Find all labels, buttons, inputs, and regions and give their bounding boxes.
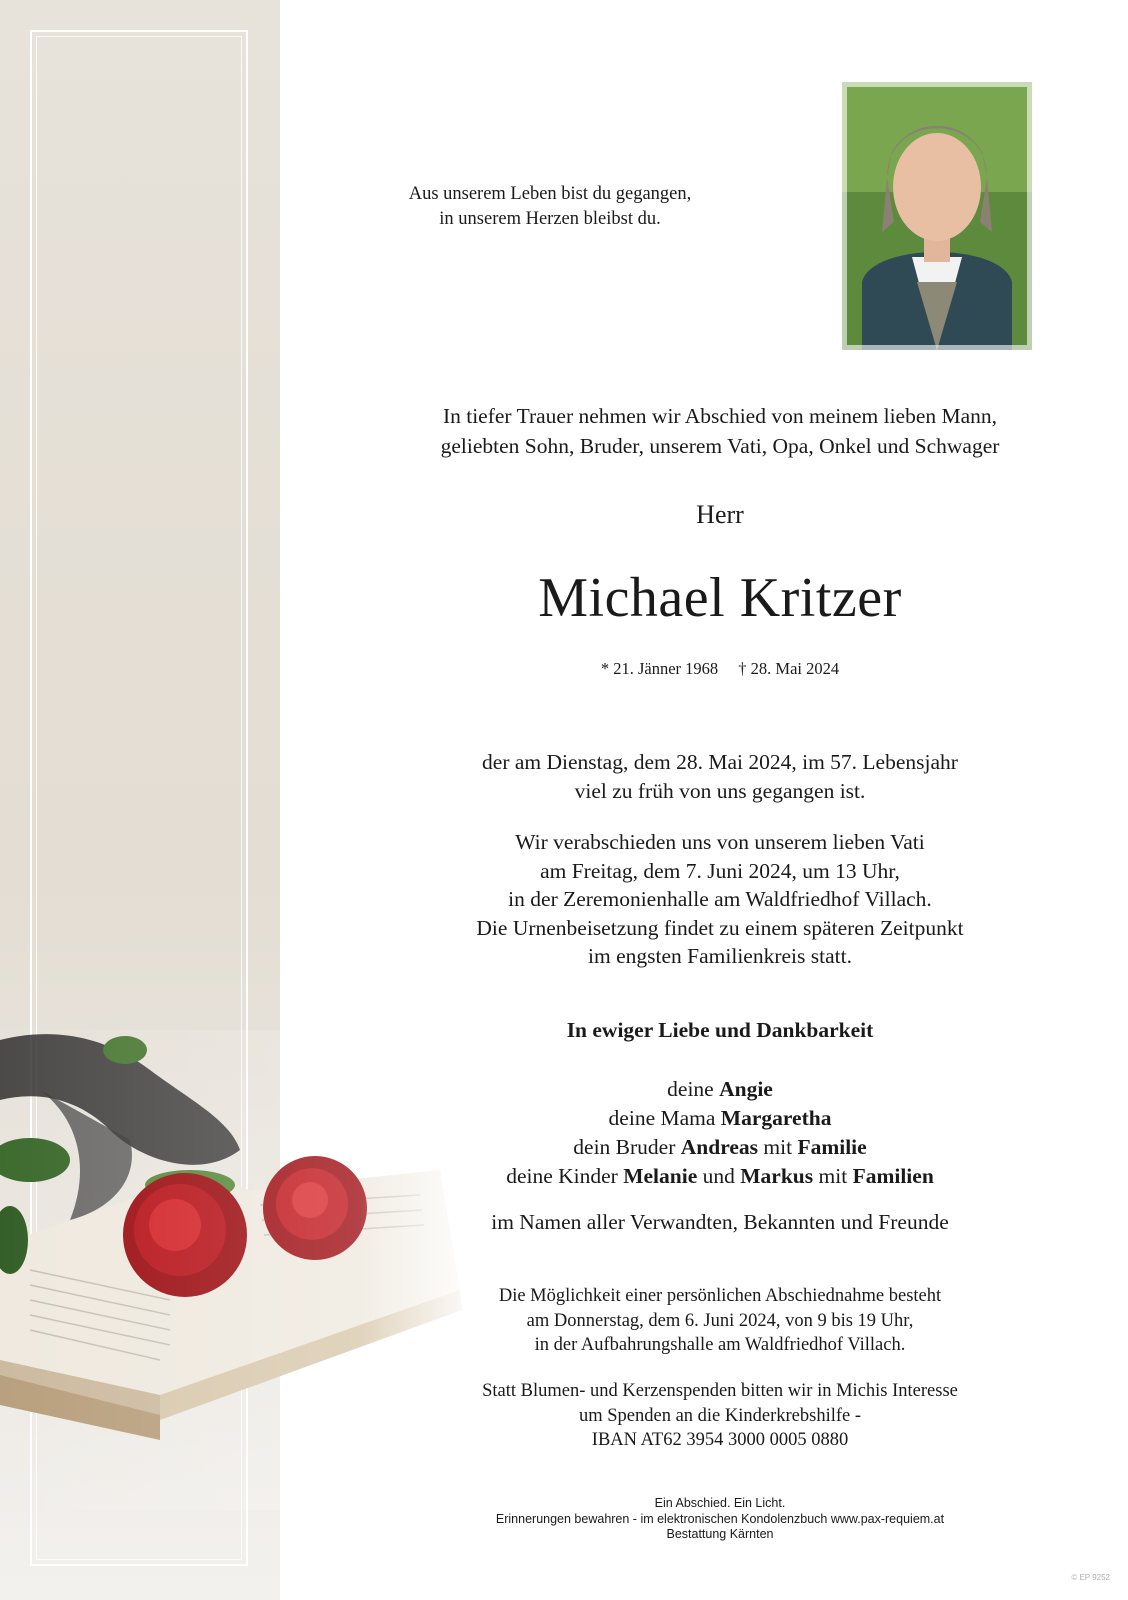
death-notice-line: der am Dienstag, dem 28. Mai 2024, im 57. Lebensjahr bbox=[482, 750, 958, 774]
memorial-quote bbox=[370, 182, 730, 232]
donation-info bbox=[330, 1379, 1110, 1453]
family-name: Markus bbox=[740, 1164, 814, 1188]
ceremony-line: im engsten Familienkreis statt. bbox=[588, 944, 852, 968]
viewing-line: in der Aufbahrungshalle am Waldfriedhof Villach. bbox=[534, 1335, 906, 1355]
ceremony-line: Wir verabschieden uns von unserem lieben Vati bbox=[515, 830, 925, 854]
footer bbox=[330, 1496, 1110, 1543]
relatives-line: im Namen aller Verwandten, Bekannten und Freunde bbox=[491, 1210, 949, 1234]
quote-line: in unserem Herzen bleibst du. bbox=[439, 209, 661, 229]
birth-date: * 21. Jänner 1968 bbox=[600, 659, 719, 678]
template-code: © EP 9252 bbox=[1071, 1573, 1110, 1582]
footer-line: Bestattung Kärnten bbox=[666, 1527, 774, 1541]
family-line bbox=[330, 1133, 1110, 1162]
family-text: deine Kinder bbox=[506, 1164, 624, 1188]
footer-line: Erinnerungen bewahren - im elektronischen Kondolenzbuch www.pax-requiem.at bbox=[495, 1511, 945, 1526]
family-text: mit bbox=[813, 1164, 853, 1188]
family-line bbox=[330, 1162, 1110, 1191]
family-line bbox=[330, 1104, 1110, 1133]
intro-line: geliebten Sohn, Bruder, unserem Vati, Opa, Onkel und Schwager bbox=[440, 434, 1000, 458]
closing-phrase: In ewiger Liebe und Dankbarkeit bbox=[566, 1018, 874, 1042]
viewing-line: Die Möglichkeit einer persönlichen Abschiednahme besteht bbox=[498, 1286, 942, 1306]
life-dates bbox=[330, 659, 1110, 679]
viewing-info bbox=[330, 1284, 1110, 1358]
family-name: Melanie bbox=[623, 1164, 698, 1188]
family-text: dein Bruder bbox=[573, 1135, 681, 1159]
donation-line: um Spenden an die Kinderkrebshilfe - bbox=[578, 1405, 862, 1426]
donation-line: Statt Blumen- und Kerzenspenden bitten wir in Michis Interesse bbox=[482, 1381, 958, 1401]
donation-line: IBAN AT62 3954 3000 0005 0880 bbox=[591, 1430, 849, 1450]
family-line bbox=[330, 1075, 1110, 1104]
portrait-photo bbox=[842, 82, 1032, 350]
family-name: Familie bbox=[797, 1135, 867, 1159]
ceremony-line: am Freitag, dem 7. Juni 2024, um 13 Uhr, bbox=[540, 858, 900, 883]
quote-line: Aus unserem Leben bist du gegangen, bbox=[408, 184, 692, 204]
death-notice-line: viel zu früh von uns gegangen ist. bbox=[574, 778, 866, 803]
salutation: Herr bbox=[696, 500, 744, 529]
family-name: Familien bbox=[852, 1164, 934, 1188]
family-text: deine bbox=[667, 1077, 720, 1101]
death-notice bbox=[330, 748, 1110, 805]
family-name: Angie bbox=[719, 1077, 773, 1101]
ceremony-details bbox=[330, 828, 1110, 971]
family-text: deine Mama bbox=[608, 1106, 721, 1130]
mourning-intro bbox=[330, 401, 1110, 461]
family-list bbox=[330, 1075, 1110, 1191]
family-text: und bbox=[697, 1164, 741, 1188]
viewing-line: am Donnerstag, dem 6. Juni 2024, von 9 bis 19 Uhr, bbox=[526, 1310, 914, 1331]
footer-line: Ein Abschied. Ein Licht. bbox=[654, 1496, 786, 1510]
ceremony-line: Die Urnenbeisetzung findet zu einem späteren Zeitpunkt bbox=[476, 915, 964, 940]
death-date: † 28. Mai 2024 bbox=[738, 659, 840, 678]
family-name: Margaretha bbox=[720, 1106, 832, 1130]
family-text: mit bbox=[758, 1135, 798, 1159]
family-name: Andreas bbox=[680, 1135, 759, 1159]
ceremony-line: in der Zeremonienhalle am Waldfriedhof Villach. bbox=[508, 887, 932, 911]
intro-line: In tiefer Trauer nehmen wir Abschied von meinem lieben Mann, bbox=[442, 404, 998, 428]
deceased-name: Michael Kritzer bbox=[538, 567, 902, 629]
